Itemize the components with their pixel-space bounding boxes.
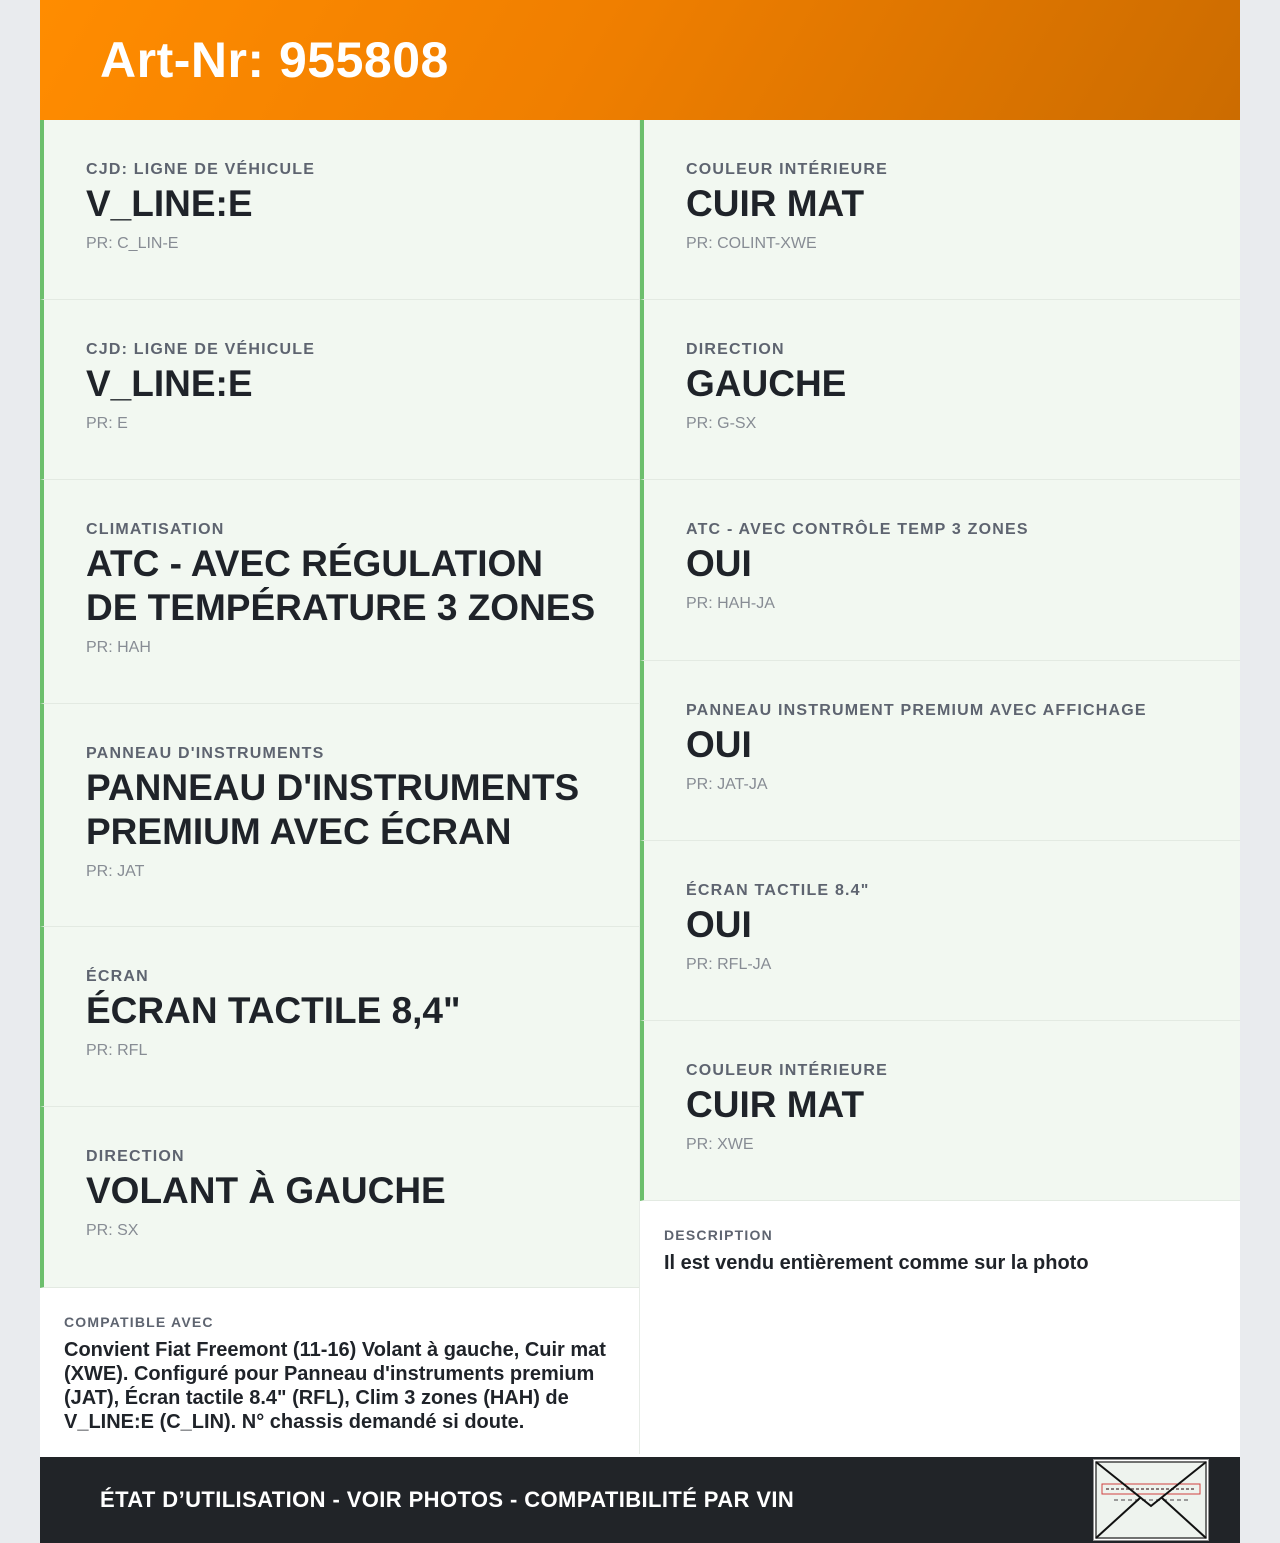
spec-card xyxy=(640,300,1240,480)
spec-code: PR: RFL-JA xyxy=(686,956,772,973)
spec-code: PR: C_LIN-E xyxy=(86,235,179,252)
spec-label: CJD: LIGNE DE VÉHICULE xyxy=(86,341,316,358)
spec-value: CUIR MAT xyxy=(686,1084,865,1125)
spec-label: DIRECTION xyxy=(686,341,785,358)
spec-card xyxy=(640,661,1240,841)
spec-card xyxy=(40,480,639,704)
spec-card xyxy=(40,927,639,1107)
product-card xyxy=(40,0,1240,1543)
spec-grid xyxy=(40,120,1240,1454)
envelope-icon[interactable] xyxy=(1093,1459,1209,1541)
left-column xyxy=(40,120,640,1454)
spec-code: PR: JAT-JA xyxy=(686,776,768,793)
spec-label: PANNEAU D'INSTRUMENTS xyxy=(86,745,325,762)
compatible-text: Convient Fiat Freemont (11-16) Volant à gauche, Cuir mat (XWE). Configuré pour Panneau d'instruments premium (JAT), Écran tactile 8.4" (RFL), Clim 3 zones (HAH) de V_LINE:E (C_LIN). N° chassis demandé si doute. xyxy=(64,1339,606,1433)
compatible-section xyxy=(40,1288,639,1454)
spec-code: PR: HAH-JA xyxy=(686,595,775,612)
spec-label: CJD: LIGNE DE VÉHICULE xyxy=(86,161,316,178)
spec-code: PR: XWE xyxy=(686,1136,754,1153)
description-text: Il est vendu entièrement comme sur la photo xyxy=(664,1252,1089,1274)
footer-text: ÉTAT D’UTILISATION - VOIR PHOTOS - COMPATIBILITÉ PAR VIN xyxy=(100,1487,795,1512)
spec-code: PR: SX xyxy=(86,1222,139,1239)
spec-label: ÉCRAN xyxy=(86,968,149,985)
spec-value: OUI xyxy=(686,543,752,584)
spec-value: OUI xyxy=(686,904,752,945)
spec-card xyxy=(40,704,639,927)
spec-code: PR: COLINT-XWE xyxy=(686,235,817,252)
spec-card xyxy=(40,1107,639,1288)
spec-value: V_LINE:E xyxy=(86,363,253,404)
spec-card xyxy=(40,120,639,300)
envelope-thumbnail-graphic xyxy=(1094,1460,1208,1540)
spec-value: VOLANT À GAUCHE xyxy=(86,1170,446,1211)
spec-card xyxy=(40,300,639,480)
spec-label: ATC - AVEC CONTRÔLE TEMP 3 ZONES xyxy=(686,521,1029,538)
spec-value: PANNEAU D'INSTRUMENTS PREMIUM AVEC ÉCRAN xyxy=(86,767,580,852)
spec-code: PR: RFL xyxy=(86,1042,148,1059)
right-column xyxy=(640,120,1240,1454)
spec-code: PR: JAT xyxy=(86,863,145,880)
spec-card xyxy=(640,480,1240,661)
spec-card xyxy=(640,841,1240,1021)
spec-card xyxy=(640,120,1240,300)
spec-card xyxy=(640,1021,1240,1201)
spec-label: CLIMATISATION xyxy=(86,521,225,538)
status-footer xyxy=(40,1457,1240,1543)
spec-code: PR: HAH xyxy=(86,639,151,656)
spec-label: PANNEAU INSTRUMENT PREMIUM AVEC AFFICHAGE xyxy=(686,702,1147,719)
spec-value: ATC - AVEC RÉGULATION DE TEMPÉRATURE 3 ZONES xyxy=(86,543,596,628)
description-label: DESCRIPTION xyxy=(664,1227,773,1243)
spec-value: V_LINE:E xyxy=(86,183,253,224)
spec-code: PR: E xyxy=(86,415,128,432)
page-header xyxy=(40,0,1240,120)
spec-value: CUIR MAT xyxy=(686,183,865,224)
spec-value: ÉCRAN TACTILE 8,4" xyxy=(86,990,461,1031)
spec-label: COULEUR INTÉRIEURE xyxy=(686,1062,889,1079)
description-section xyxy=(640,1201,1240,1295)
spec-value: OUI xyxy=(686,724,752,765)
spec-label: DIRECTION xyxy=(86,1148,185,1165)
page-title: Art-Nr: 955808 xyxy=(100,32,449,88)
spec-label: ÉCRAN TACTILE 8.4" xyxy=(686,882,870,899)
spec-value: GAUCHE xyxy=(686,363,847,404)
spec-label: COULEUR INTÉRIEURE xyxy=(686,161,889,178)
compatible-label: COMPATIBLE AVEC xyxy=(64,1314,214,1330)
spec-code: PR: G-SX xyxy=(686,415,757,432)
